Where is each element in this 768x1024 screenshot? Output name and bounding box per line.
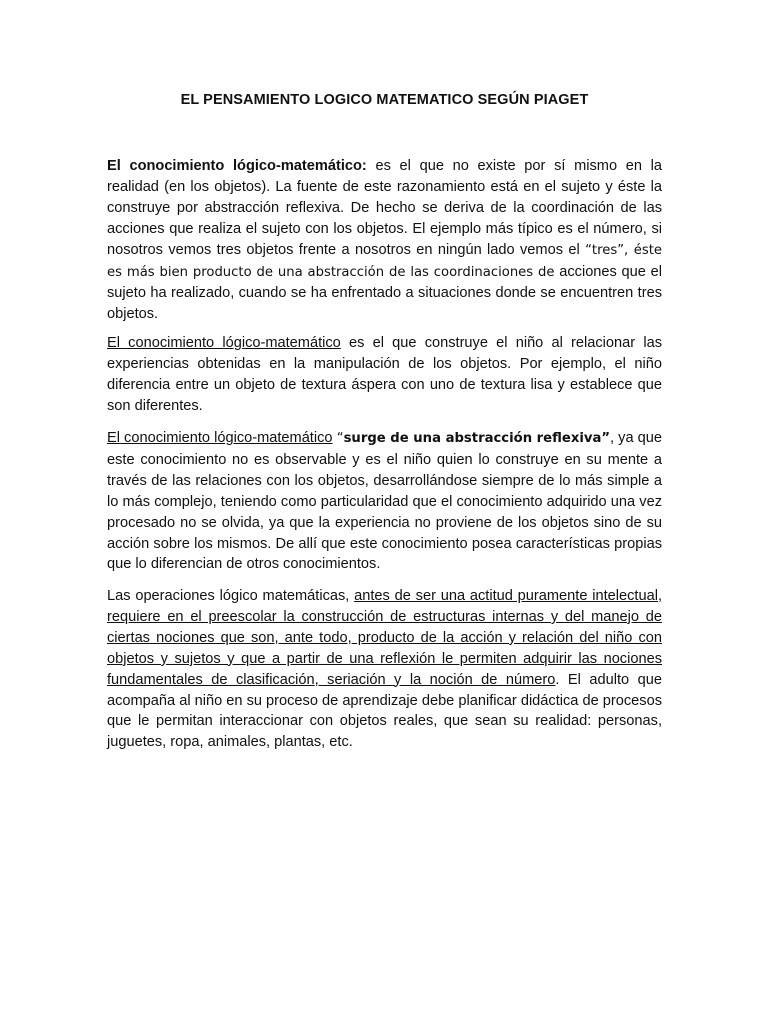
paragraph-4-underlined: antes de ser una actitud puramente intelectual, requiere en el preescolar la construcción de estructuras internas y del manejo de ciertas nociones que son, ante todo, producto de la acción y relación del niño con objetos y sujetos y que a partir de una reflexión le permiten adquirir las nociones fundamentales de clasificación, seriación y la noción de número xyxy=(107,588,663,688)
paragraph-2-lead: El conocimiento lógico-matemático xyxy=(107,335,341,351)
paragraph-4-text-b: . El adulto que acompaña al niño en su proceso de aprendizaje debe planificar didáctica de procesos que le permitan interaccionar con objetos reales, que sean su realidad: personas, juguetes, ropa, animales, plantas, etc. xyxy=(107,671,662,751)
paragraph-4-text-a: Las operaciones lógico matemáticas, xyxy=(107,588,355,604)
paragraph-1-lead: El conocimiento lógico-matemático: xyxy=(107,158,367,174)
paragraph-3-quote: surge de una abstracción reflexiva” xyxy=(343,431,611,446)
document-title: EL PENSAMIENTO LOGICO MATEMATICO SEGÚN PIAGET xyxy=(180,92,589,108)
paragraph-3-text: , ya que este conocimiento no es observable y es el niño quien lo construye en su mente a través de las relaciones con los objetos, desarrollándose siempre de lo más simple a lo más complejo, teniendo como particularidad que el conocimiento adquirido una vez procesado no se olvida, ya que la experiencia no proviene de los objetos sino de su acción sobre los mismos. De allí que este conocimiento posea características propias que lo diferencian de otros conocimientos. xyxy=(107,430,663,573)
paragraph-1-text-c: acciones que el sujeto ha realizado, cuando se ha enfrentado a situaciones donde se encuentren tres objetos. xyxy=(107,263,662,323)
paragraph-2 xyxy=(107,333,662,417)
paragraph-1-text-a: es el que no existe por sí mismo en la realidad (en los objetos). La fuente de este razonamiento está en el sujeto y éste la construye por abstracción reflexiva. De hecho se deriva de la coordinación de las acciones que realiza el sujeto con los objetos. El ejemplo más típico es el número, si nosotros vemos tres objetos frente a nosotros en ningún lado vemos el xyxy=(107,158,662,258)
paragraph-4 xyxy=(107,586,662,753)
paragraph-1-text-b: “tres”, éste es más bien producto de una abstracción de las coordinaciones de xyxy=(107,242,662,280)
paragraph-3-quote-open: “ xyxy=(332,431,344,446)
paragraph-3-lead: El conocimiento lógico-matemático xyxy=(107,430,333,446)
paragraph-1 xyxy=(107,156,662,325)
paragraph-3 xyxy=(107,428,662,575)
paragraph-2-text: es el que construye el niño al relacionar las experiencias obtenidas en la manipulación de los objetos. Por ejemplo, el niño diferencia entre un objeto de textura áspera con uno de textura lisa y establece que son diferentes. xyxy=(107,335,662,414)
